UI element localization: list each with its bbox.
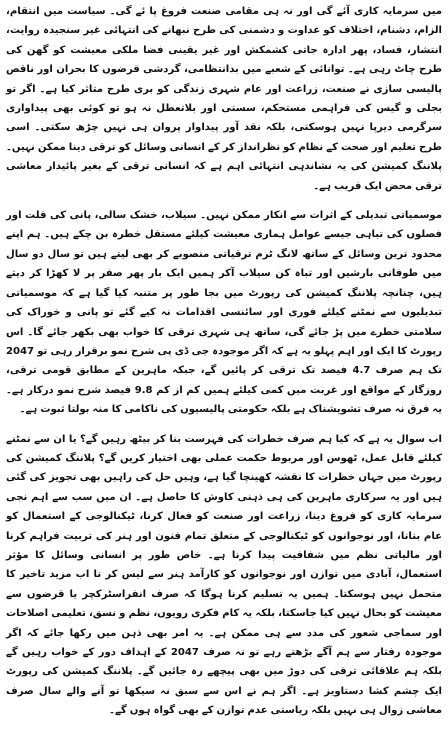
paragraph-gap <box>6 196 442 206</box>
article-paragraph-1: میں سرمایہ کاری آئے گی اور نہ ہی مقامی صنعت فروغ پا ئے گی۔ سیاست میں انتقام، الزام، دشنام، اختلاف کو عداوت و دشمنی کی طرح نبھانے کی انتہائی غیر سنجیدہ روایت، انتشار، فساد، پھر ادارہ جاتی کشمکش اور غیر یقینی فضا ملکی معیشت کو گھن کی طرح چاٹ رہی ہے۔ توانائی کے شعبے میں بدانتظامی، گردشی قرضوں کا بحران اور ناقص پالیسی سازی نے صنعت، زراعت اور عام شہری زندگی کو بری طرح متاثر کیا ہے۔ اگر تو بجلی و گیس کی فراہمی مستحکم، سستی اور بلاتعطل نہ ہو تو کوئی بھی پیداواری سرگرمی دیرپا نہیں ہوسکتی، بلکہ نقد آور پیداوار پروان ہی نہیں چڑھ سکتی۔ اسی طرح تعلیم اور صحت کے نظام کو نظرانداز کر کے انسانی وسائل کو ترقی دینا ممکن نہیں۔ پلاننگ کمیشن کی یہ نشاندہی انتہائی اہم ہے کہ انسانی ترقی کے بغیر پائیدار معاشی ترقی محض ایک فریب ہے۔ <box>6 6 442 192</box>
paragraph-gap <box>6 420 442 430</box>
article-paragraph-3: اب سوال یہ ہے کہ کیا ہم صرف خطرات کی فہرست بنا کر بیٹھ رہیں گے؟ یا ان سے نمٹنے کیلئے قابل عمل، ٹھوس اور مربوط حکمت عملی بھی اختیار کریں گے؟ پلاننگ کمیشن کی رپورٹ میں جہاں خطرات کا نقشہ کھینچا گیا ہے، وہیں حل کی راہیں بھی تجویز کی گئی ہیں اور یہ سرکاری ماہرین کی ہی ذہنی کاوش کا حاصل ہے۔ ان میں سب سے اہم نجی سرمایہ کاری کو فروغ دینا، زراعت اور صنعت کو فعال کرنا، ٹیکنالوجی کے استعمال کو عام بنانا، اور نوجوانوں کو ٹیکنالوجی کے متعلق تمام فنون اور ہنر کی تربیت فراہم کرنا اور مالیاتی نظم میں شفافیت پیدا کرنا ہے۔ خاص طور پر انسانی وسائل کا مؤثر استعمال، آبادی میں توازن اور نوجوانوں کو کارآمد ہنر سے لیس کر نا اب مزید تاخیر کا متحمل نہیں ہوسکتا۔ ہمیں یہ تسلیم کرنا ہوگا کہ صرف انفراسٹرکچر یا قرضوں سے معیشت کو بحال نہیں کیا جاسکتا، بلکہ یہ کام فکری رویوں، نظم و نسق، تعلیمی اصلاحات اور سماجی شعور کی مدد سے ہی ممکن ہے۔ یہ امر بھی ذہن میں رکھا جائے کہ اگر موجودہ رفتار سے ہم آگے بڑھتے رہے تو نہ صرف 2047 کے اہداف دور کے خواب رہیں گے بلکہ ہم علاقائی ترقی کی دوڑ میں بھی پیچھے رہ جائیں گے۔ پلاننگ کمیشن کی رپورٹ ایک چشم کشا دستاویز ہے۔ اگر ہم نے اس سے سبق نہ سیکھا تو آنے والے سال صرف معاشی زوال ہی نہیں بلکہ ریاستی عدم توازن کے بھی گواہ ہوں گے۔ <box>6 433 442 717</box>
article-paragraph-2: موسمیاتی تبدیلی کے اثرات سے انکار ممکن نہیں۔ سیلاب، خشک سالی، پانی کی قلت اور فصلوں کی تباہی جیسے عوامل ہماری معیشت کیلئے مستقل خطرہ بن چکے ہیں۔ ہم اپنے محدود ترین وسائل کے ساتھ لانگ ٹرم ترقیاتی منصوبے کر بھی لیتے ہیں تو سال دو سال میں طوفانی بارشیں اور تباہ کن سیلاب آکر ہمیں ایک بار پھر صفر پر لا کھڑا کر دیتے ہیں، چنانچہ پلاننگ کمیشن کی رپورٹ میں بجا طور پر متنبہ کیا گیا ہے کہ موسمیاتی تبدیلیوں سے نمٹنے کیلئے فوری اور سائنسی اقدامات نہ کیے گئے تو پانی و خوراک کی سلامتی خطرے میں پڑ جائے گی، ساتھ ہی شہری ترقی کا خواب بھی بکھر جائے گا۔ اس رپورٹ کا ایک اور اہم پہلو یہ ہے کہ اگر موجودہ جی ڈی پی شرح نمو برقرار رہی تو 2047 تک ہم صرف 4.7 فیصد تک ترقی کر پائیں گے، جبکہ ماہرین کے مطابق قومی ترقی، روزگار کے مواقع اور غربت میں کمی کیلئے ہمیں کم از کم 9.8 فیصد شرح نمو درکار ہے۔ یہ فرق نہ صرف تشویشناک ہے بلکہ حکومتی پالیسیوں کی ناکامی کا منہ بولتا ثبوت ہے۔ <box>6 210 442 416</box>
